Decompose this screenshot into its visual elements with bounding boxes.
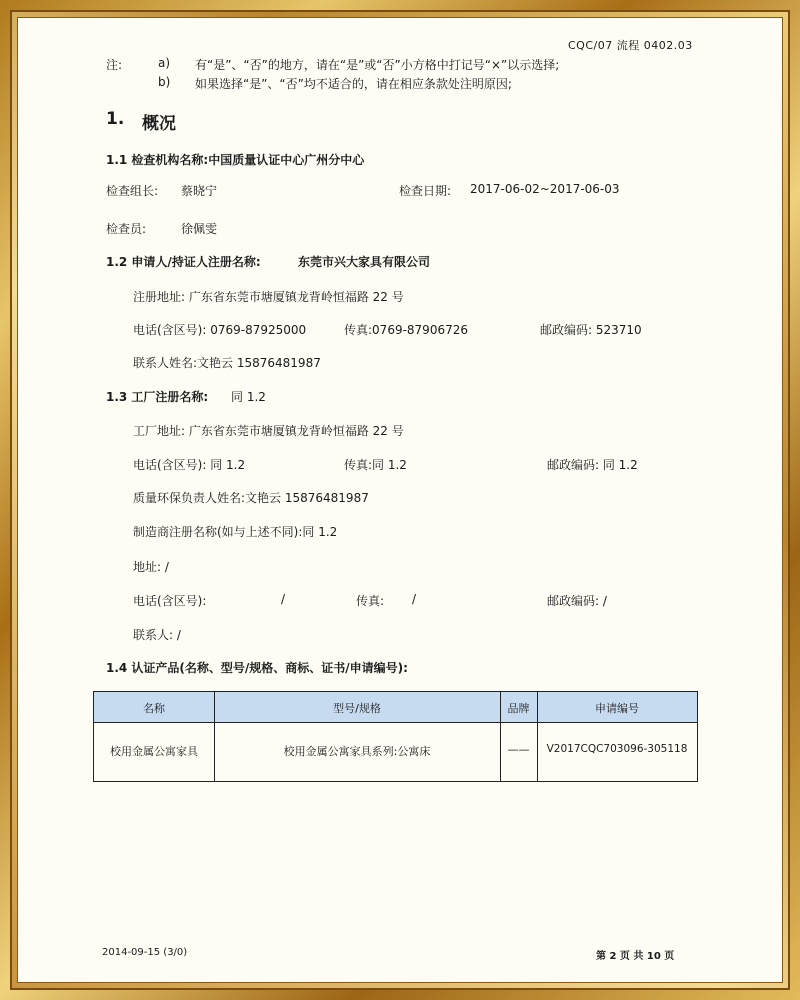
section-number: 1. — [106, 109, 125, 129]
factory-phone: 电话(含区号): 同 1.2 — [133, 458, 246, 472]
product-table — [93, 691, 698, 782]
manufacturer-address: 地址: / — [133, 560, 169, 574]
th-model: 型号/规格 — [333, 702, 381, 715]
factory-postcode: 邮政编码: 同 1.2 — [547, 458, 638, 472]
note-a-text: 有“是”、“否”的地方，请在“是”或“否”小方格中打记号“×”以示选择; — [195, 58, 560, 72]
applicant-contact: 联系人姓名:文艳云 15876481987 — [133, 356, 321, 370]
manufacturer-contact: 联系人: / — [133, 628, 181, 642]
manufacturer-name: 制造商注册名称(如与上述不同):同 1.2 — [133, 525, 338, 539]
applicant-company: 东莞市兴大家具有限公司 — [298, 255, 431, 269]
factory-address: 工厂地址: 广东省东莞市塘厦镇龙背岭恒福路 22 号 — [133, 424, 404, 438]
footer-date: 2014-09-15 (3/0) — [102, 947, 188, 958]
section-title: 概况 — [142, 114, 176, 134]
th-brand: 品牌 — [507, 702, 530, 715]
quality-person: 质量环保负责人姓名:文艳云 15876481987 — [133, 491, 369, 505]
date-label: 检查日期: — [399, 184, 452, 198]
td-app-no: V2017CQC703096-305118 — [546, 743, 688, 755]
applicant-fax: 传真:0769-87906726 — [344, 323, 468, 337]
manufacturer-fax-label: 传真: — [356, 594, 385, 608]
manufacturer-phone-label: 电话(含区号): — [133, 594, 207, 608]
leader-value: 蔡晓宁 — [181, 184, 218, 198]
factory-fax: 传真:同 1.2 — [344, 458, 407, 472]
th-app-no: 申请编号 — [595, 702, 639, 715]
applicant-address: 注册地址: 广东省东莞市塘厦镇龙背岭恒福路 22 号 — [133, 290, 404, 304]
s1-2-heading: 1.2 申请人/持证人注册名称: — [106, 255, 261, 269]
inspector-label: 检查员: — [106, 222, 147, 236]
s1-3-heading: 1.3 工厂注册名称: — [106, 390, 209, 404]
date-value: 2017-06-02~2017-06-03 — [470, 182, 620, 196]
s1-4-heading: 1.4 认证产品(名称、型号/规格、商标、证书/申请编号): — [106, 661, 408, 675]
applicant-postcode: 邮政编码: 523710 — [540, 323, 642, 337]
document-page — [17, 17, 783, 983]
manufacturer-phone-value: / — [281, 592, 286, 606]
td-model: 校用金属公寓家具系列:公寓床 — [283, 745, 431, 758]
s1-3-heading-value: 同 1.2 — [231, 390, 266, 404]
s1-1-heading: 1.1 检查机构名称:中国质量认证中心广州分中心 — [106, 153, 365, 167]
note-a-marker: a) — [158, 56, 171, 70]
manufacturer-postcode: 邮政编码: / — [547, 594, 607, 608]
th-name: 名称 — [143, 702, 165, 715]
td-name: 校用金属公寓家具 — [110, 745, 198, 758]
td-brand: —— — [507, 743, 530, 756]
note-b-text: 如果选择“是”、“否”均不适合的，请在相应条款处注明原因; — [195, 77, 512, 91]
notes-label: 注: — [106, 58, 123, 72]
footer-page: 第 2 页 共 10 页 — [596, 951, 675, 962]
inspector-value: 徐佩雯 — [181, 222, 218, 236]
doc-code: CQC/07 流程 0402.03 — [568, 39, 693, 52]
manufacturer-fax-value: / — [412, 592, 417, 606]
applicant-phone: 电话(含区号): 0769-87925000 — [133, 323, 307, 337]
leader-label: 检查组长: — [106, 184, 159, 198]
note-b-marker: b) — [158, 75, 171, 89]
